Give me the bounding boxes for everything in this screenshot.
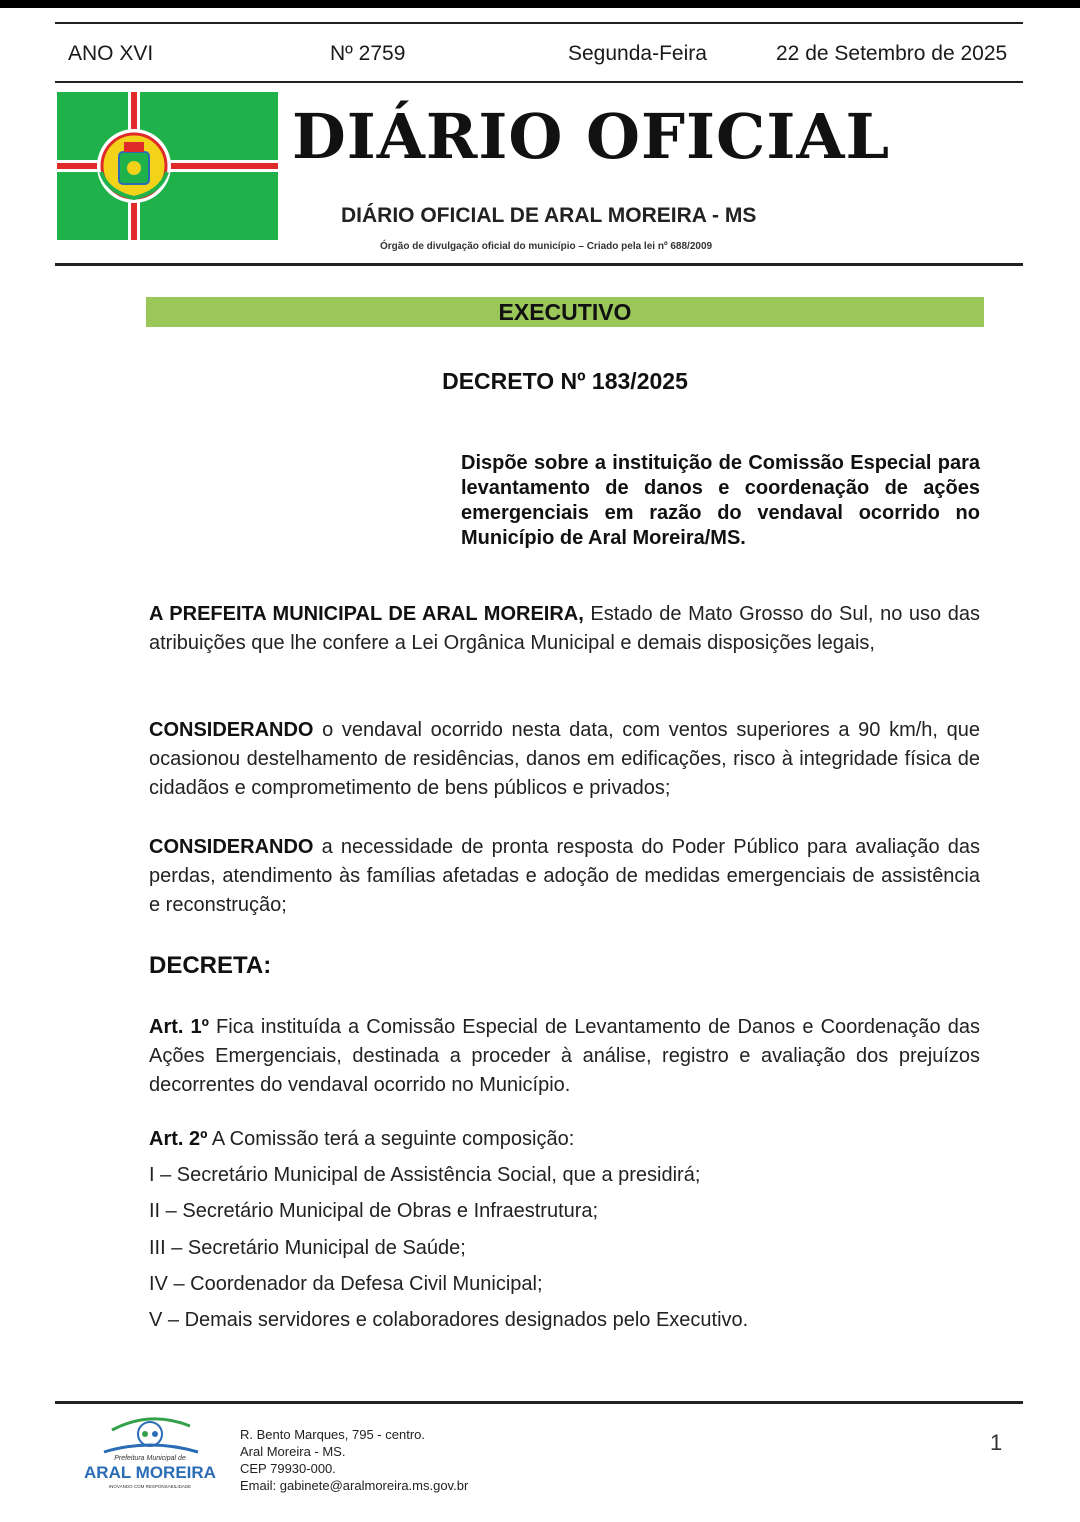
edition-date: 22 de Setembro de 2025	[776, 42, 1008, 65]
article-2-text: A Comissão terá a seguinte composição:	[207, 1128, 575, 1150]
composition-item: IV – Coordenador da Defesa Civil Municipal;	[149, 1273, 543, 1295]
consider2-text: a necessidade de pronta resposta do Poder Público para avaliação das perdas, atendimento às famílias afetadas e adoção de medidas emergenciais de assistência e reconstrução;	[149, 836, 980, 916]
footer-email: Email: gabinete@aralmoreira.ms.gov.br	[240, 1478, 469, 1493]
preamble-text: Estado de Mato Grosso do Sul, no uso das atribuições que lhe confere a Lei Orgânica Municipal e demais disposições legais,	[149, 603, 980, 654]
logo-tagline-text: INOVANDO COM RESPONSABILIDADE	[108, 1484, 192, 1489]
masthead-title: DIÁRIO OFICIAL	[292, 100, 891, 173]
logo-small-text: Prefeitura Municipal de	[114, 1455, 186, 1462]
consider2-lead: CONSIDERANDO	[149, 836, 314, 858]
decree-ementa: Dispõe sobre a instituição de Comissão Especial para levantamento de danos e coordenação de ações emergenciais em razão do vendaval ocorrido no Município de Aral Moreira/MS.	[461, 452, 980, 549]
consider-paragraph-2	[149, 833, 980, 920]
prefeitura-logo-icon	[82, 1412, 218, 1492]
decree-title: DECRETO Nº 183/2025	[442, 368, 688, 394]
footer-rule	[55, 1401, 1023, 1404]
municipal-flag-icon	[57, 92, 278, 240]
address-line: CEP 79930-000.	[240, 1461, 336, 1476]
edition-year: ANO XVI	[68, 42, 154, 65]
footer-address	[240, 1426, 468, 1494]
composition-item: I – Secretário Municipal de Assistência Social, que a presidirá;	[149, 1164, 701, 1186]
page-number: 1	[990, 1430, 1003, 1455]
preamble-paragraph	[149, 600, 980, 658]
composition-item: III – Secretário Municipal de Saúde;	[149, 1237, 466, 1259]
address-line: Aral Moreira - MS.	[240, 1444, 346, 1459]
article-1-lead: Art. 1º	[149, 1016, 209, 1038]
composition-item: II – Secretário Municipal de Obras e Infraestrutura;	[149, 1200, 599, 1222]
edition-weekday: Segunda-Feira	[568, 42, 707, 65]
article-2	[149, 1125, 980, 1154]
article-2-lead: Art. 2º	[149, 1128, 208, 1150]
consider1-lead: CONSIDERANDO	[149, 719, 314, 741]
header-rule-middle	[55, 81, 1023, 83]
article-1-text: Fica instituída a Comissão Especial de Levantamento de Danos e Coordenação das Ações Emergenciais, destinada a proceder à análise, registro e avaliação dos prejuízos decorrentes do vendaval ocorrido no Município.	[149, 1016, 980, 1096]
section-label: EXECUTIVO	[146, 297, 984, 327]
decreta-heading: DECRETA:	[149, 952, 272, 979]
header-rule-bottom	[55, 263, 1023, 266]
address-line: R. Bento Marques, 795 - centro.	[240, 1427, 425, 1442]
header-rule-top	[55, 22, 1023, 24]
edition-number: Nº 2759	[330, 42, 406, 65]
article-1	[149, 1013, 980, 1100]
masthead-note: Órgão de divulgação oficial do município – Criado pela lei nº 688/2009	[380, 241, 713, 252]
preamble-lead: A PREFEITA MUNICIPAL DE ARAL MOREIRA,	[149, 603, 584, 625]
masthead-subtitle: DIÁRIO OFICIAL DE ARAL MOREIRA - MS	[341, 204, 757, 227]
consider-paragraph-1	[149, 716, 980, 803]
composition-item: V – Demais servidores e colaboradores designados pelo Executivo.	[149, 1309, 749, 1331]
top-border	[0, 0, 1080, 8]
consider1-text: o vendaval ocorrido nesta data, com ventos superiores a 90 km/h, que ocasionou destelhamento de residências, danos em edificações, risco à integridade física de cidadãos e comprometimento de bens públicos e privados;	[149, 719, 980, 799]
logo-name-text: ARAL MOREIRA	[84, 1463, 216, 1482]
